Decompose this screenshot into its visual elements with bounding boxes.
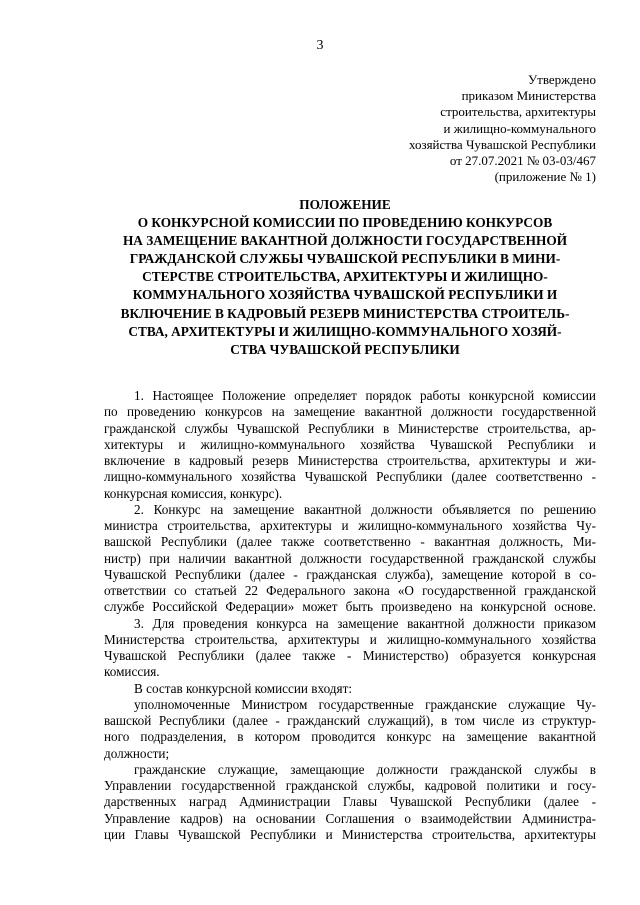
- approval-line: (приложение № 1): [494, 169, 596, 185]
- text-line: должности;: [104, 745, 170, 761]
- text-line: гражданской службы Чувашской Республики в Министерстве строительства, ар-: [104, 420, 596, 436]
- text-line: Чувашской Республики (далее - гражданская служба), замещение которой в со-: [104, 566, 596, 582]
- title-line: СТВА, АРХИТЕКТУРЫ И ЖИЛИЩНО-КОММУНАЛЬНОГО ХОЗЯЙ-: [128, 323, 562, 339]
- approval-line: Утверждено: [527, 72, 596, 87]
- text-line: включение в кадровый резерв Министерства строительства, архитектуры и жи-: [104, 453, 596, 468]
- approval-line: хозяйства Чувашской Республики: [408, 136, 596, 152]
- text-line: Управление кадров) на основании Соглашения о взаимодействии Администра-: [104, 810, 596, 826]
- text-line: 2. Конкурс на замещение вакантной должности объявляется по решению: [134, 501, 596, 517]
- text-line: вашской Республики (далее также соответственно - вакантная должность, Ми-: [104, 534, 596, 550]
- text-line: лищно-коммунального хозяйства Чувашской Республики (далее соответственно -: [104, 469, 596, 485]
- approval-line: строительства, архитектуры: [440, 104, 596, 120]
- title-line: СТВА ЧУВАШСКОЙ РЕСПУБЛИКИ: [230, 341, 460, 357]
- paragraph-5: [104, 697, 596, 762]
- paragraph-2: [104, 502, 596, 616]
- text-line: Чувашской Республики (далее также - Министерство) образуется конкурсная: [104, 648, 596, 663]
- text-line: хитектуры и жилищно-коммунального хозяйства Чувашской Республики и: [104, 436, 596, 452]
- paragraph-1: [104, 388, 596, 502]
- approval-line: от 27.07.2021 № 03-03/467: [449, 153, 596, 169]
- text-line: дарственных наград Администрации Главы Чувашской Республики (далее -: [104, 794, 596, 810]
- text-line: уполномоченные Министром государственные гражданские служащие Чу-: [134, 696, 596, 712]
- title-line: ВКЛЮЧЕНИЕ В КАДРОВЫЙ РЕЗЕРВ МИНИСТЕРСТВА СТРОИТЕЛЬ-: [120, 305, 570, 321]
- title-line: КОММУНАЛЬНОГО ХОЗЯЙСТВА ЧУВАШСКОЙ РЕСПУБЛИКИ И: [132, 287, 558, 303]
- paragraph-3: [104, 616, 596, 681]
- text-line: В состав конкурсной комиссии входят:: [134, 680, 353, 696]
- text-line: гражданские служащие, замещающие должности гражданской службы в: [134, 761, 596, 777]
- text-line: по проведению конкурсов на замещение вакантной должности государственной: [104, 404, 596, 420]
- approval-block: [409, 72, 596, 185]
- paragraph-4: [104, 681, 596, 697]
- title-line: О КОНКУРСНОЙ КОМИССИИ ПО ПРОВЕДЕНИЮ КОНКУРСОВ: [137, 215, 553, 231]
- text-line: комиссия.: [104, 664, 160, 680]
- title-line: ПОЛОЖЕНИЕ: [299, 197, 391, 212]
- text-line: ции Главы Чувашской Республики и Министерства строительства, архитектуры: [104, 826, 596, 842]
- text-line: 1. Настоящее Положение определяет порядок работы конкурсной комиссии: [134, 388, 596, 403]
- title-line: СТЕРСТВЕ СТРОИТЕЛЬСТВА, АРХИТЕКТУРЫ И ЖИЛИЩНО-: [142, 269, 548, 285]
- text-line: 3. Для проведения конкурса на замещение вакантной должности приказом: [134, 615, 596, 631]
- title-line: НА ЗАМЕЩЕНИЕ ВАКАНТНОЙ ДОЛЖНОСТИ ГОСУДАРСТВЕННОЙ: [122, 233, 568, 249]
- title-line: ГРАЖДАНСКОЙ СЛУЖБЫ ЧУВАШСКОЙ РЕСПУБЛИКИ В МИНИ-: [129, 251, 561, 267]
- text-line: ответствии со статьей 22 Федерального закона «О государственной гражданской: [104, 583, 596, 598]
- approval-line: приказом Министерства: [461, 88, 596, 104]
- document-body: [104, 388, 596, 843]
- text-line: вашской Республики (далее - гражданский служащий), в том числе из структур-: [104, 713, 596, 728]
- text-line: министра строительства, архитектуры и жилищно-коммунального хозяйства Чу-: [104, 518, 596, 533]
- text-line: нистр) при наличии вакантной должности государственной гражданской службы: [104, 550, 596, 566]
- text-line: службе Российской Федерации» может быть произведено на конкурсной основе.: [104, 599, 596, 615]
- page-number: 3: [316, 38, 324, 53]
- approval-line: и жилищно-коммунального: [443, 120, 596, 136]
- text-line: Министерства строительства, архитектуры и жилищно-коммунального хозяйства: [104, 631, 596, 647]
- document-title: [95, 196, 595, 359]
- paragraph-6: [104, 762, 596, 843]
- text-line: ного подразделения, в котором проводится конкурс на замещение вакантной: [104, 729, 596, 745]
- text-line: Управлении государственной гражданской службы, кадровой политики и госу-: [104, 778, 596, 793]
- text-line: конкурсная комиссия, конкурс).: [104, 485, 283, 501]
